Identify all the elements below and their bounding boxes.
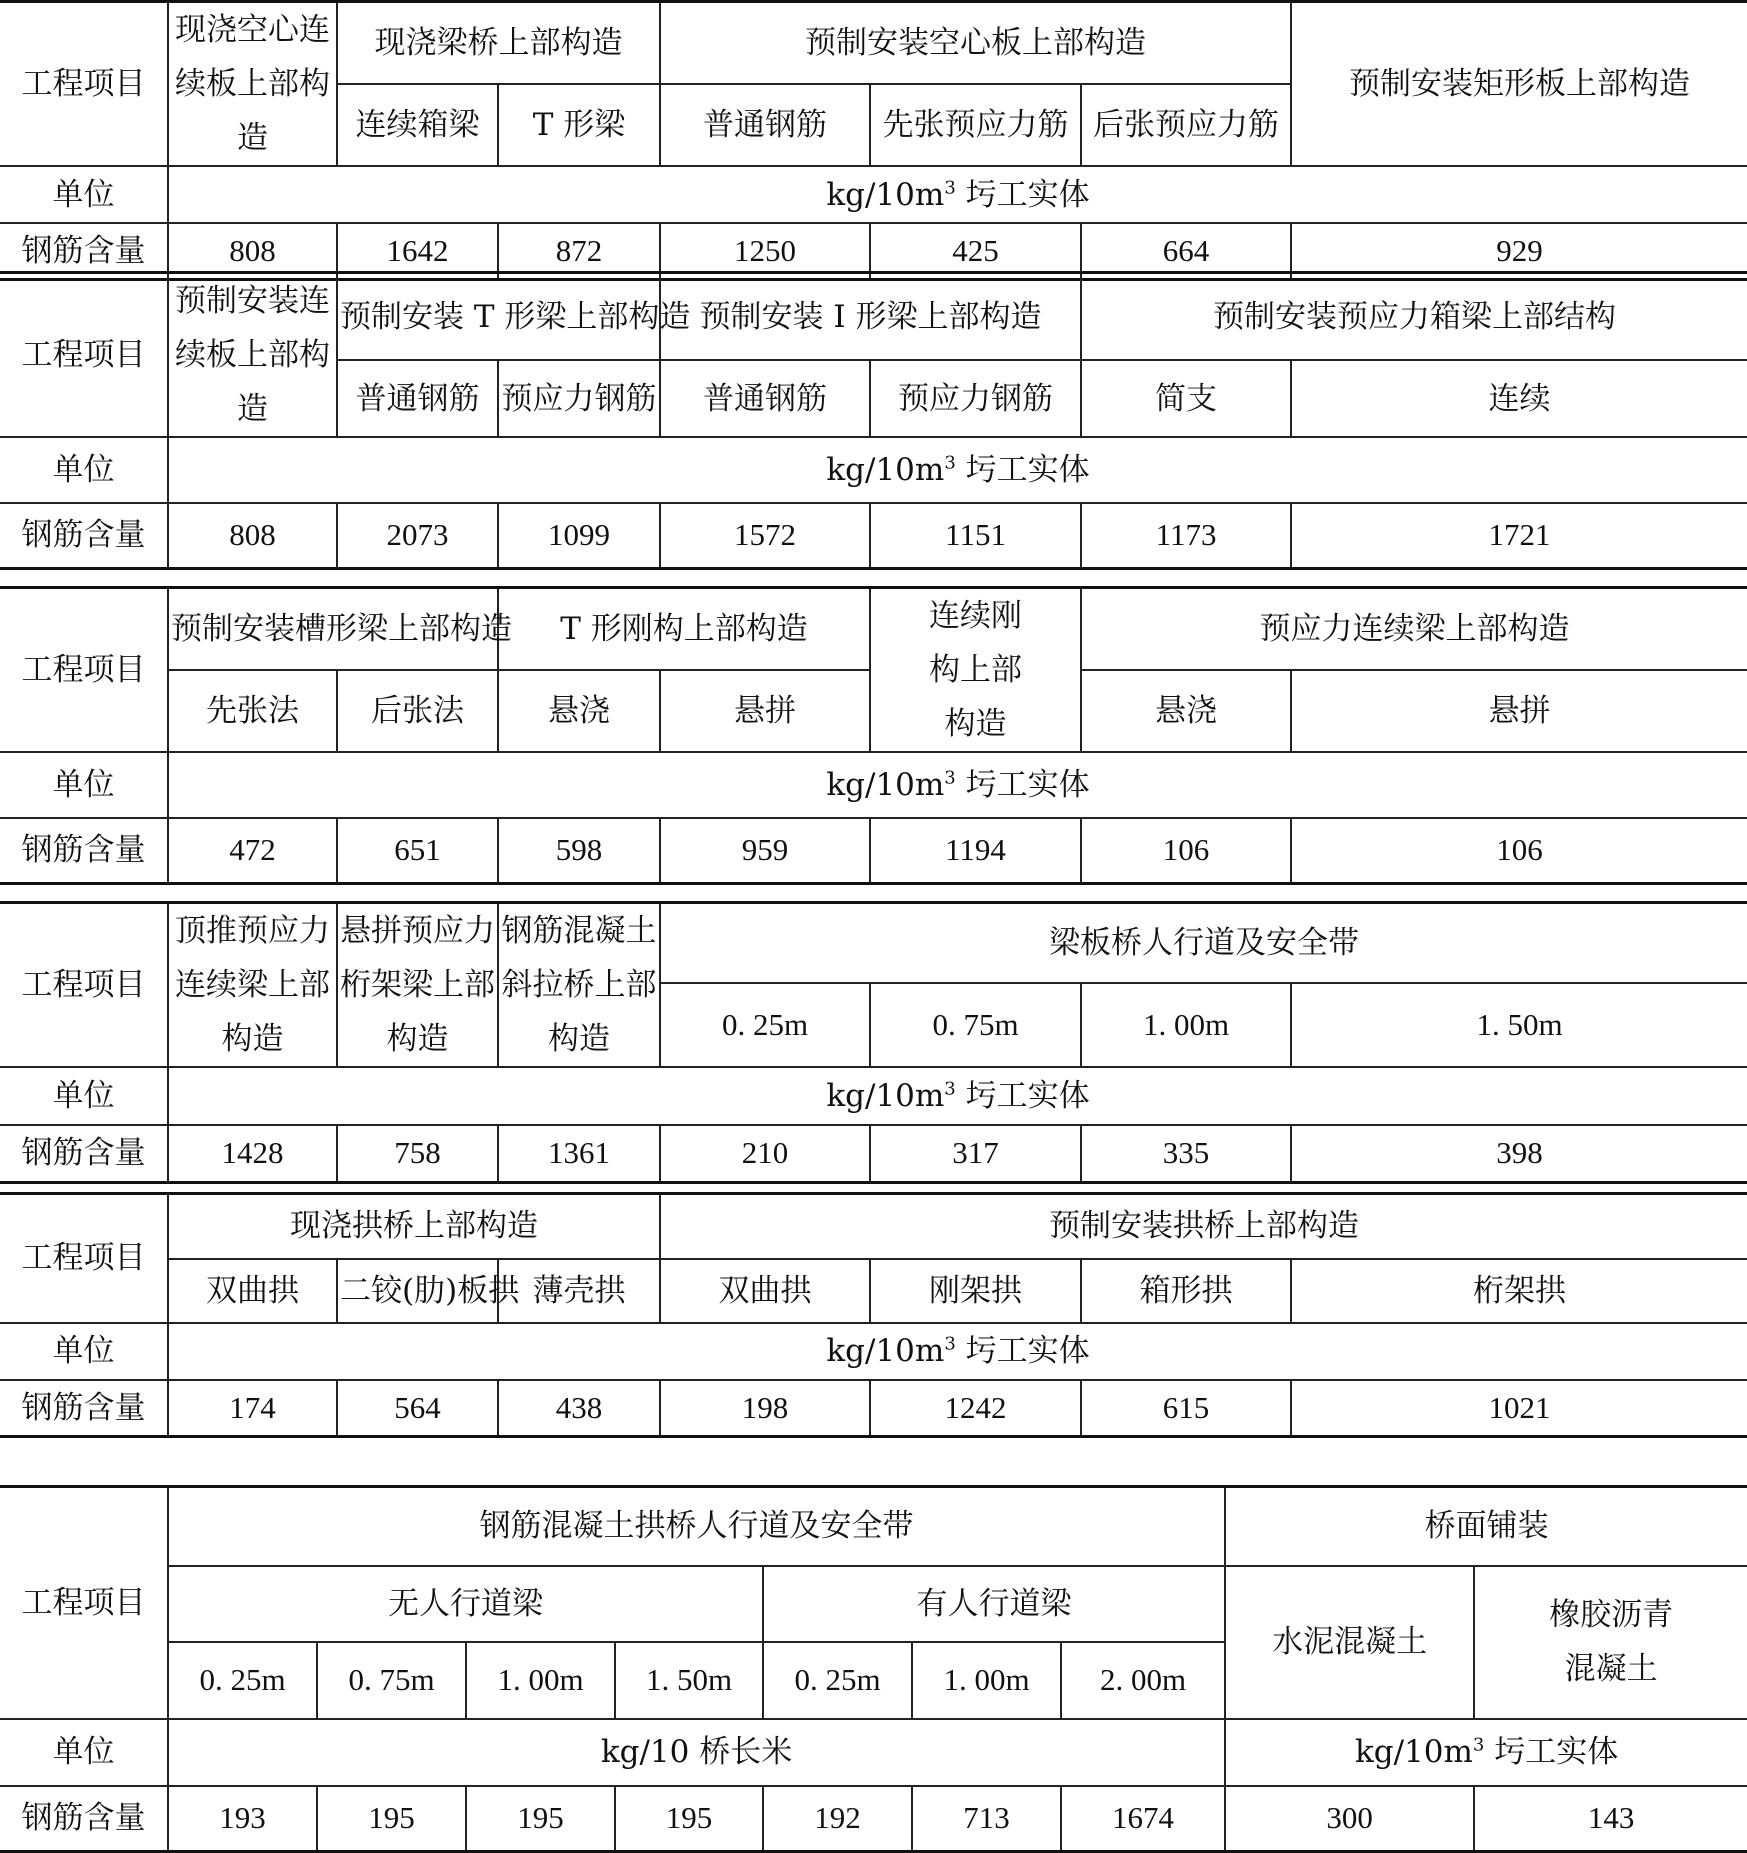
unit-value: $kg/10m^3$ 圬工实体 [168, 437, 1747, 503]
header-cell: 水泥混凝土 [1225, 1566, 1474, 1719]
section-3 [0, 586, 1747, 885]
value-cell: 1151 [870, 503, 1081, 568]
project-label: 工程项目 [0, 1194, 168, 1323]
header-cell: 现浇梁桥上部构造 [337, 2, 660, 85]
value-cell: 808 [168, 503, 337, 568]
value-cell: 335 [1081, 1125, 1291, 1182]
value-cell: 1021 [1291, 1380, 1747, 1437]
header-cell: 顶推预应力连续梁上部构造 [168, 903, 337, 1068]
section-1 [0, 0, 1747, 281]
value-cell: 425 [870, 223, 1081, 280]
header-cell: 箱形拱 [1081, 1259, 1291, 1323]
content-label: 钢筋含量 [0, 1786, 168, 1852]
project-label: 工程项目 [0, 903, 168, 1068]
header-cell: 薄壳拱 [498, 1259, 660, 1323]
unit-value: $kg/10m^3$ 圬工实体 [168, 752, 1747, 818]
header-cell: 1. 00m [912, 1642, 1061, 1719]
unit-label: 单位 [0, 166, 168, 223]
value-cell: 174 [168, 1380, 337, 1437]
value-cell: 1361 [498, 1125, 660, 1182]
header-cell: 无人行道梁 [168, 1566, 763, 1642]
content-label: 钢筋含量 [0, 1380, 168, 1437]
header-cell: 后张预应力筋 [1081, 84, 1291, 166]
header-cell: 1. 00m [1081, 983, 1291, 1067]
header-cell: 先张法 [168, 670, 337, 752]
project-label: 工程项目 [0, 588, 168, 753]
header-cell: 预制安装拱桥上部构造 [660, 1194, 1747, 1259]
value-cell: 1428 [168, 1125, 337, 1182]
value-cell: 929 [1291, 223, 1747, 280]
value-cell: 472 [168, 818, 337, 883]
header-cell: 悬浇 [1081, 670, 1291, 752]
header-cell: 双曲拱 [168, 1259, 337, 1323]
header-cell: 预制安装 I 形梁上部构造 [660, 273, 1081, 361]
header-cell: 双曲拱 [660, 1259, 870, 1323]
section-2 [0, 271, 1747, 570]
value-cell: 192 [763, 1786, 912, 1852]
value-cell: 106 [1081, 818, 1291, 883]
header-cell: 预制安装空心板上部构造 [660, 2, 1291, 85]
header-cell: 现浇拱桥上部构造 [168, 1194, 660, 1259]
header-cell: 连续 [1291, 360, 1747, 437]
value-cell: 398 [1291, 1125, 1747, 1182]
unit-label: 单位 [0, 437, 168, 503]
header-cell: 0. 75m [317, 1642, 466, 1719]
header-cell: 1. 50m [1291, 983, 1747, 1067]
value-cell: 195 [317, 1786, 466, 1852]
unit-label: 单位 [0, 1067, 168, 1125]
header-cell: 梁板桥人行道及安全带 [660, 903, 1747, 984]
header-cell: 现浇空心连续板上部构造 [168, 2, 337, 167]
value-cell: 564 [337, 1380, 498, 1437]
header-cell: 0. 75m [870, 983, 1081, 1067]
header-cell: 钢筋混凝土斜拉桥上部构造 [498, 903, 660, 1068]
header-cell: 预应力钢筋 [498, 360, 660, 437]
header-cell: 预制安装矩形板上部构造 [1291, 2, 1747, 167]
value-cell: 1173 [1081, 503, 1291, 568]
value-cell: 1250 [660, 223, 870, 280]
value-cell: 959 [660, 818, 870, 883]
value-cell: 808 [168, 223, 337, 280]
header-cell: 普通钢筋 [660, 360, 870, 437]
value-cell: 193 [168, 1786, 317, 1852]
content-label: 钢筋含量 [0, 503, 168, 568]
value-cell: 615 [1081, 1380, 1291, 1437]
header-cell: 橡胶沥青混凝土 [1474, 1566, 1747, 1719]
value-cell: 210 [660, 1125, 870, 1182]
unit-value: $kg/10m^3$ 圬工实体 [168, 1067, 1747, 1125]
header-cell: T 形梁 [498, 84, 660, 166]
value-cell: 2073 [337, 503, 498, 568]
header-cell: 1. 00m [466, 1642, 615, 1719]
unit-label: 单位 [0, 752, 168, 818]
value-cell: 598 [498, 818, 660, 883]
value-cell: 198 [660, 1380, 870, 1437]
value-cell: 438 [498, 1380, 660, 1437]
value-cell: 758 [337, 1125, 498, 1182]
header-cell: 悬浇 [498, 670, 660, 752]
header-cell: 桁架拱 [1291, 1259, 1747, 1323]
header-cell: 连续箱梁 [337, 84, 498, 166]
header-cell: 刚架拱 [870, 1259, 1081, 1323]
header-cell: 先张预应力筋 [870, 84, 1081, 166]
section-4 [0, 901, 1747, 1184]
header-cell: 悬拼预应力桁架梁上部构造 [337, 903, 498, 1068]
header-cell: 悬拼 [1291, 670, 1747, 752]
content-label: 钢筋含量 [0, 1125, 168, 1182]
value-cell: 872 [498, 223, 660, 280]
value-cell: 143 [1474, 1786, 1747, 1852]
header-cell: 预制安装连续板上部构造 [168, 273, 337, 438]
header-cell: 后张法 [337, 670, 498, 752]
value-cell: 664 [1081, 223, 1291, 280]
value-cell: 195 [466, 1786, 615, 1852]
content-label: 钢筋含量 [0, 223, 168, 280]
unit-value: $kg/10m^3$ 圬工实体 [1225, 1719, 1747, 1786]
header-cell: 预制安装预应力箱梁上部结构 [1081, 273, 1747, 361]
unit-value: kg/10 桥长米 [168, 1719, 1225, 1786]
header-cell: 钢筋混凝土拱桥人行道及安全带 [168, 1487, 1225, 1566]
header-cell: 悬拼 [660, 670, 870, 752]
value-cell: 1194 [870, 818, 1081, 883]
project-label: 工程项目 [0, 273, 168, 438]
value-cell: 1242 [870, 1380, 1081, 1437]
header-cell: 连续刚构上部构造 [870, 588, 1081, 753]
content-label: 钢筋含量 [0, 818, 168, 883]
unit-label: 单位 [0, 1719, 168, 1786]
header-cell: 有人行道梁 [763, 1566, 1225, 1642]
project-label: 工程项目 [0, 2, 168, 167]
value-cell: 1674 [1061, 1786, 1225, 1852]
header-cell: 0. 25m [660, 983, 870, 1067]
header-cell: 二铰(肋)板拱 [337, 1259, 498, 1323]
value-cell: 713 [912, 1786, 1061, 1852]
header-cell: T 形刚构上部构造 [498, 588, 870, 671]
header-cell: 简支 [1081, 360, 1291, 437]
unit-value: $kg/10m^3$ 圬工实体 [168, 1323, 1747, 1380]
header-cell: 预应力连续梁上部构造 [1081, 588, 1747, 671]
header-cell: 预制安装槽形梁上部构造 [168, 588, 498, 671]
unit-label: 单位 [0, 1323, 168, 1380]
header-cell: 1. 50m [615, 1642, 763, 1719]
value-cell: 106 [1291, 818, 1747, 883]
value-cell: 651 [337, 818, 498, 883]
header-cell: 预制安装 T 形梁上部构造 [337, 273, 660, 361]
header-cell: 普通钢筋 [660, 84, 870, 166]
header-cell: 桥面铺装 [1225, 1487, 1747, 1566]
section-5 [0, 1192, 1747, 1438]
value-cell: 300 [1225, 1786, 1474, 1852]
header-cell: 0. 25m [168, 1642, 317, 1719]
header-cell: 2. 00m [1061, 1642, 1225, 1719]
value-cell: 195 [615, 1786, 763, 1852]
value-cell: 1721 [1291, 503, 1747, 568]
header-cell: 普通钢筋 [337, 360, 498, 437]
project-label: 工程项目 [0, 1487, 168, 1719]
value-cell: 1572 [660, 503, 870, 568]
unit-value: $kg/10m^3$ 圬工实体 [168, 166, 1747, 223]
value-cell: 1642 [337, 223, 498, 280]
header-cell: 0. 25m [763, 1642, 912, 1719]
header-cell: 预应力钢筋 [870, 360, 1081, 437]
value-cell: 317 [870, 1125, 1081, 1182]
value-cell: 1099 [498, 503, 660, 568]
section-6 [0, 1485, 1747, 1853]
